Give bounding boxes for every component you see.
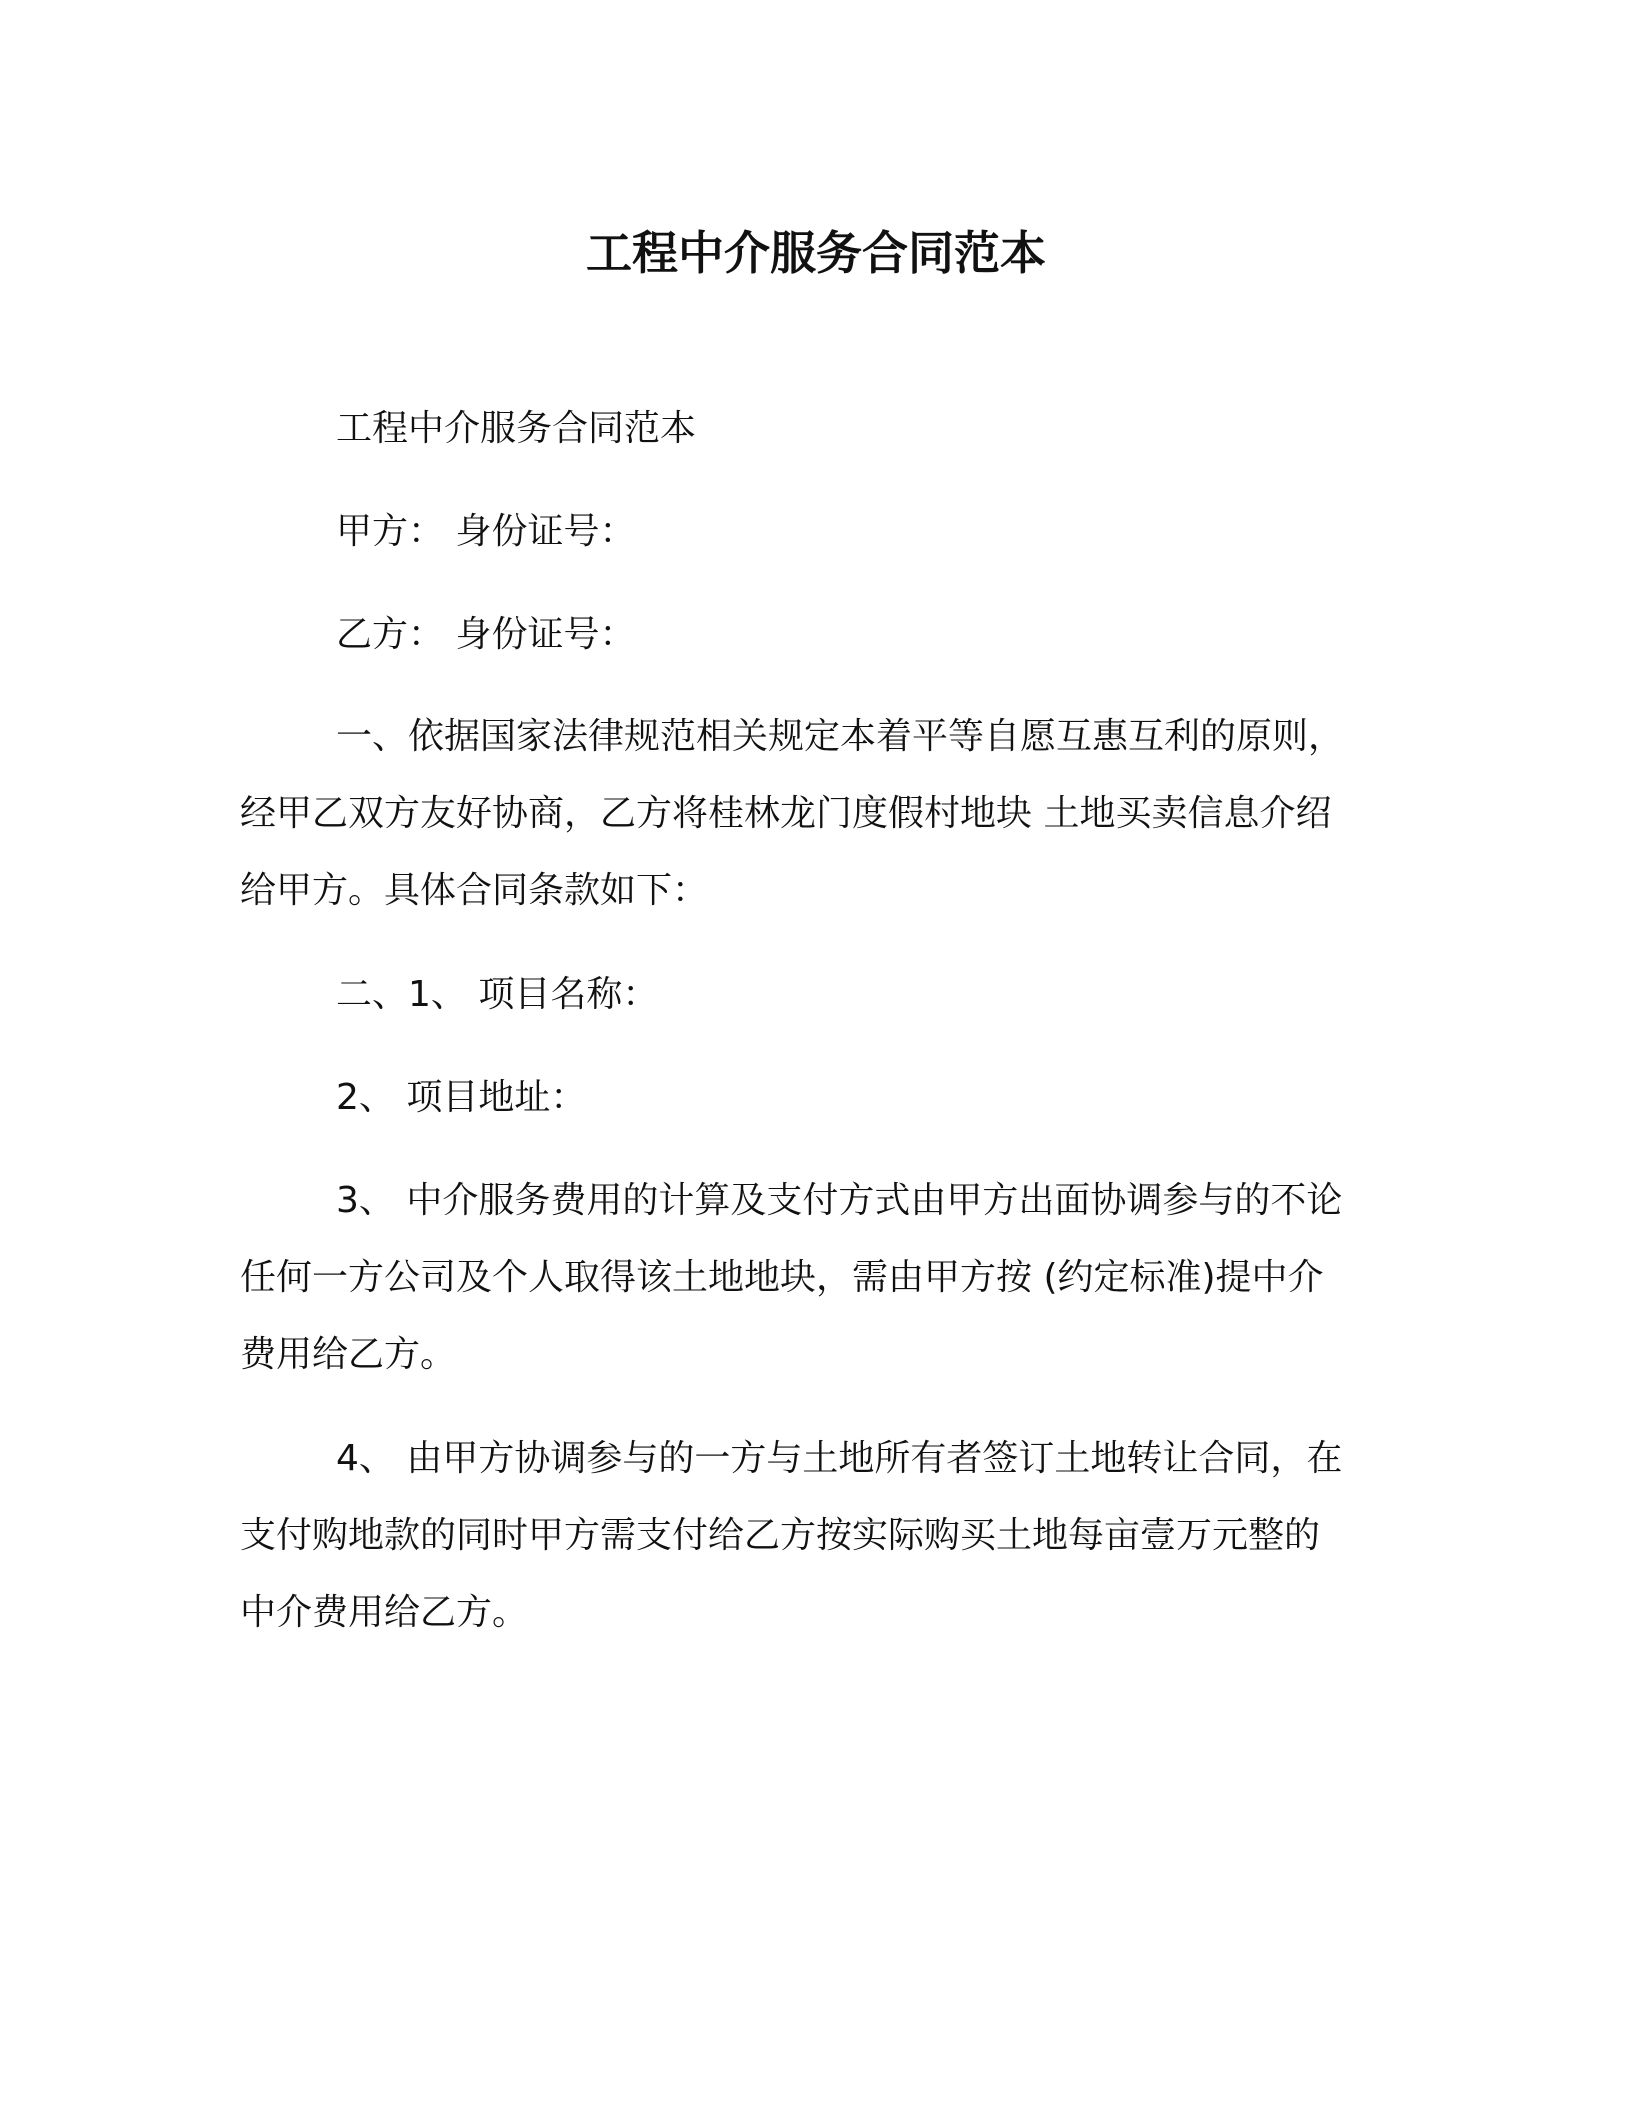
clause-2-1-block (240, 956, 1370, 1033)
clause-1-line: 经甲乙双方友好协商，乙方将桂林龙门度假村地块 土地买卖信息介绍 (240, 793, 1332, 834)
party-a-block (240, 493, 1370, 570)
clause-4-line: 中介费用给乙方。 (240, 1592, 529, 1633)
document-subtitle-block (240, 390, 1370, 467)
clause-4-line: 4、 由甲方协调参与的一方与土地所有者签订土地转让合同，在 (336, 1438, 1343, 1479)
party-b-block (240, 596, 1370, 673)
clause-4-line: 支付购地款的同时甲方需支付给乙方按实际购买土地每亩壹万元整的 (240, 1515, 1321, 1556)
clause-3-line: 3、 中介服务费用的计算及支付方式由甲方出面协调参与的不论 (336, 1180, 1343, 1221)
clause-3-line: 费用给乙方。 (240, 1334, 457, 1375)
clause-3-paragraph (240, 1162, 1370, 1393)
party-b-line: 乙方： 身份证号： (336, 614, 636, 655)
clause-3-line: 任何一方公司及个人取得该土地地块，需由甲方按 (约定标准)提中介 (240, 1257, 1324, 1298)
clause-1-paragraph (240, 698, 1370, 929)
clause-1-line: 一、依据国家法律规范相关规定本着平等自愿互惠互利的原则， (336, 716, 1345, 757)
clause-4-paragraph (240, 1420, 1370, 1651)
clause-2-2-line: 2、 项目地址： (336, 1077, 587, 1118)
document-subtitle: 工程中介服务合同范本 (336, 408, 697, 449)
clause-2-2-block (240, 1059, 1370, 1136)
clause-1-line: 给甲方。具体合同条款如下： (240, 870, 709, 911)
party-a-line: 甲方： 身份证号： (336, 511, 636, 552)
clause-2-1-line: 二、1、 项目名称： (336, 974, 659, 1015)
document-title: 工程中介服务合同范本 (586, 226, 1046, 280)
